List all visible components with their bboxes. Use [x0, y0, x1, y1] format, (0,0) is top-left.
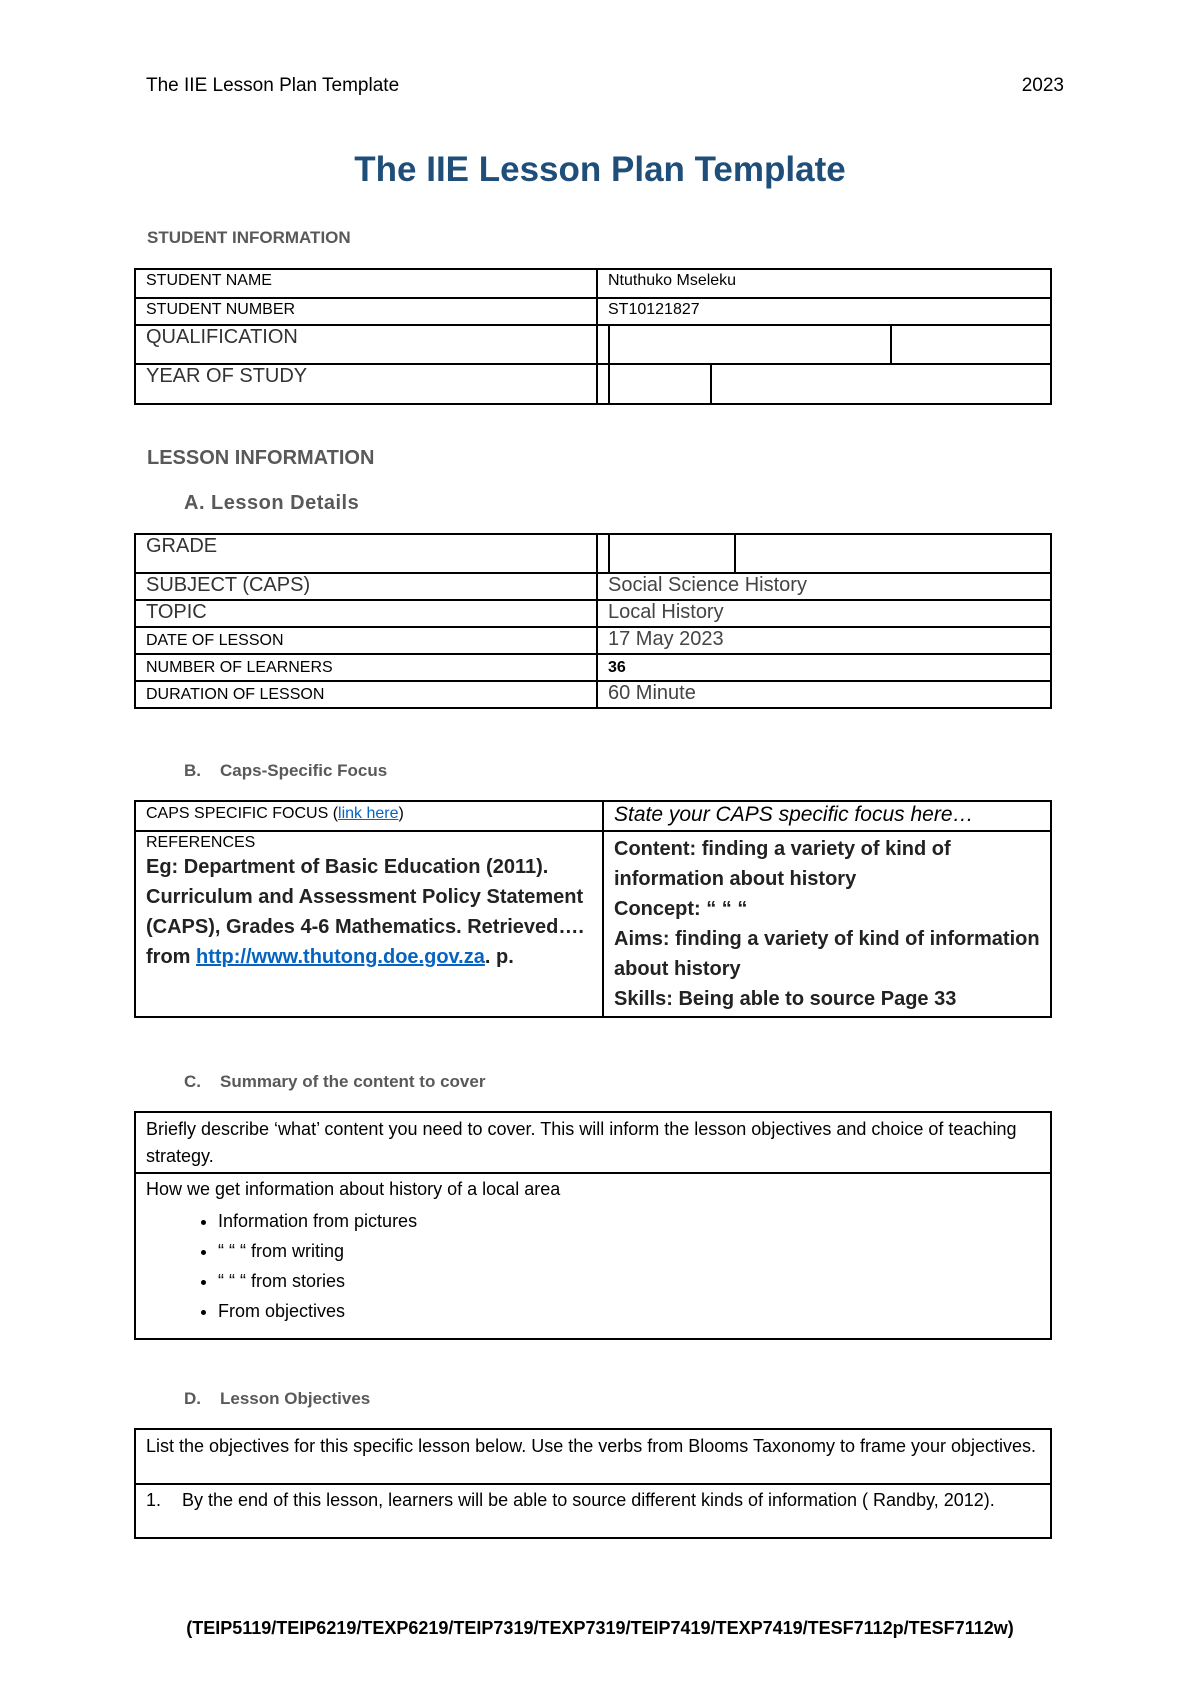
table-row	[135, 1429, 1051, 1484]
caps-focus-table	[134, 800, 1052, 1018]
student-number-label: STUDENT NUMBER	[135, 298, 597, 325]
table-row	[135, 1173, 1051, 1339]
course-codes-footer: (TEIP5119/TEIP6219/TEXP6219/TEIP7319/TEXP7319/TEIP7419/TEXP7419/TESF7112p/TESF7112w)	[186, 1618, 1014, 1638]
reference-citation: Eg: Department of Basic Education (2011). Curriculum and Assessment Policy Statement (CAPS), Grades 4-6 Mathematics. Retrieved…. from	[146, 856, 584, 968]
list-item: • “ “ “ from writing	[218, 1236, 1040, 1266]
year-of-study-label: YEAR OF STUDY	[135, 364, 597, 404]
objectives-heading	[184, 1389, 370, 1409]
subject-value: Social Science History	[597, 573, 1051, 600]
table-row	[135, 627, 1051, 654]
summary-letter: C.	[184, 1072, 201, 1091]
summary-table	[134, 1111, 1052, 1340]
learners-value: 36	[597, 654, 1051, 681]
table-row	[135, 325, 1051, 364]
table-row	[135, 1484, 1051, 1538]
caps-focus-label	[135, 801, 603, 831]
subject-label: SUBJECT (CAPS)	[135, 573, 597, 600]
caps-focus-label-pre: CAPS SPECIFIC FOCUS (	[146, 805, 339, 822]
concept-line: Concept: “ “ “	[614, 898, 748, 920]
student-info-heading: STUDENT INFORMATION	[147, 228, 351, 247]
duration-label: DURATION OF LESSON	[135, 681, 597, 708]
caps-focus-heading	[184, 761, 387, 781]
summary-bullet-list	[146, 1206, 1040, 1326]
learners-label: NUMBER OF LEARNERS	[135, 654, 597, 681]
student-number-value: ST10121827	[597, 298, 1051, 325]
running-header-title: The IIE Lesson Plan Template	[146, 75, 400, 96]
skills-line: Skills: Being able to source Page 33	[614, 988, 957, 1010]
table-row	[135, 1112, 1051, 1173]
objectives-title: Lesson Objectives	[220, 1389, 371, 1408]
caps-link[interactable]: link here	[338, 805, 399, 822]
lesson-info-heading: LESSON INFORMATION	[147, 447, 375, 469]
student-info-table	[134, 268, 1052, 405]
date-label: DATE OF LESSON	[135, 627, 597, 654]
objectives-prompt: List the objectives for this specific lesson below. Use the verbs from Blooms Taxonomy to frame your objectives.	[135, 1429, 1051, 1484]
duration-value: 60 Minute	[597, 681, 1051, 708]
topic-value: Local History	[597, 600, 1051, 627]
lesson-details-heading: A. Lesson Details	[184, 492, 360, 514]
objective-text: By the end of this lesson, learners will be able to source different kinds of information ( Randby, 2012).	[182, 1490, 995, 1510]
year-of-study-value	[597, 364, 1051, 404]
table-row	[135, 298, 1051, 325]
qualification-label: QUALIFICATION	[135, 325, 597, 364]
reference-text	[146, 852, 592, 972]
list-item: • From objectives	[218, 1296, 1040, 1326]
lesson-details-table	[134, 533, 1052, 709]
date-value: 17 May 2023	[597, 627, 1051, 654]
caps-content-cell	[603, 831, 1051, 1017]
caps-focus-letter: B.	[184, 761, 201, 780]
references-cell	[135, 831, 603, 1017]
grade-value	[597, 534, 1051, 573]
objective-number: 1.	[146, 1490, 162, 1510]
content-line: Content: finding a variety of kind of information about history	[614, 838, 951, 890]
caps-focus-title: Caps-Specific Focus	[220, 761, 388, 780]
summary-intro: How we get information about history of a local area	[146, 1179, 561, 1199]
table-row	[135, 573, 1051, 600]
student-name-value: Ntuthuko Mseleku	[597, 269, 1051, 298]
objective-item	[135, 1484, 1051, 1538]
student-name-label: STUDENT NAME	[135, 269, 597, 298]
table-row	[135, 681, 1051, 708]
qualification-value	[597, 325, 1051, 364]
table-row	[135, 654, 1051, 681]
table-row	[135, 600, 1051, 627]
summary-heading	[184, 1072, 485, 1092]
caps-focus-prompt: State your CAPS specific focus here…	[603, 801, 1051, 831]
objectives-letter: D.	[184, 1389, 201, 1408]
page-title: The IIE Lesson Plan Template	[354, 150, 846, 189]
table-row	[135, 269, 1051, 298]
running-header-year: 2023	[1021, 75, 1064, 96]
reference-tail: . p.	[484, 946, 514, 968]
list-item: • Information from pictures	[218, 1206, 1040, 1236]
references-label: REFERENCES	[146, 834, 256, 851]
list-item: • “ “ “ from stories	[218, 1266, 1040, 1296]
objectives-table	[134, 1428, 1052, 1539]
topic-label: TOPIC	[135, 600, 597, 627]
summary-content	[135, 1173, 1051, 1339]
reference-link[interactable]: http://www.thutong.doe.gov.za	[196, 946, 485, 968]
aims-line: Aims: finding a variety of kind of information about history	[614, 928, 1040, 980]
summary-title: Summary of the content to cover	[220, 1072, 486, 1091]
summary-prompt: Briefly describe ‘what’ content you need to cover. This will inform the lesson objectives and choice of teaching strategy.	[135, 1112, 1051, 1173]
table-row	[135, 364, 1051, 404]
table-row	[135, 831, 1051, 1017]
table-row	[135, 801, 1051, 831]
table-row	[135, 534, 1051, 573]
grade-label: GRADE	[135, 534, 597, 573]
caps-focus-label-post: )	[398, 805, 404, 822]
